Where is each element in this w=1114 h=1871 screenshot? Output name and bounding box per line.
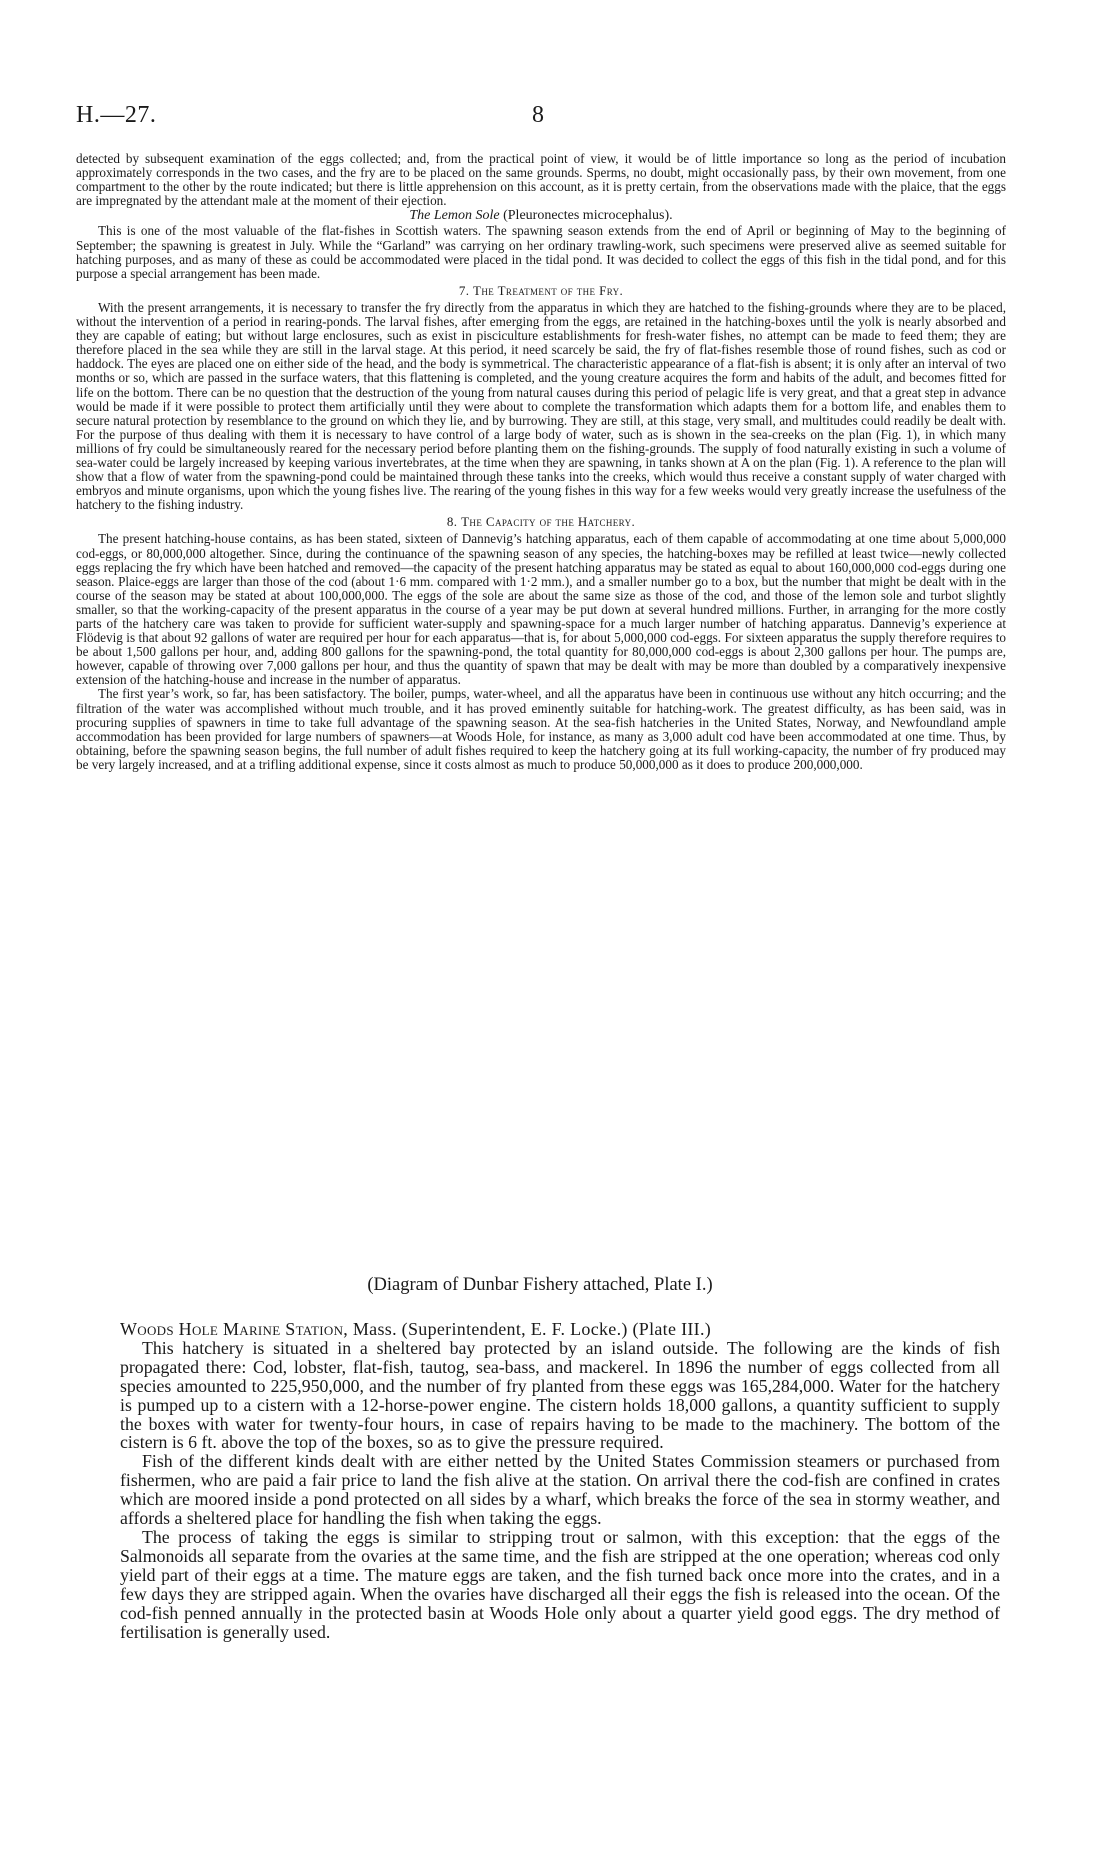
lemon-sole-paragraph: This is one of the most valuable of the flat-fishes in Scottish waters. The spawning season extends from the end of April or beginning of May to the beginning of September; the spawning is greatest in July. While the “Garland” was carrying on her ordinary trawling-work, such specimens were preserved alive as seemed suitable for hatching purposes, and as many of these as could be accommodated were placed in the tidal pond. It was decided to collect the eggs of this fish in the tidal pond, and for this purpose a special arrangement has been made. xyxy=(76,223,1006,281)
section-8-title: The Capacity of the Hatchery. xyxy=(461,514,636,530)
main-body-small-type xyxy=(76,152,1006,772)
section-7-title: The Treatment of the Fry. xyxy=(473,282,624,298)
species-common-name: The Lemon Sole xyxy=(409,208,500,224)
document-reference: H.—27. xyxy=(76,102,157,128)
continued-paragraph: detected by subsequent examination of the eggs collected; and, from the practical point of view, it would be of little importance so long as the period of incubation approximately corresponds in the two cases, and the fry are to be placed on the same grounds. Sperms, no doubt, might occasionally pass, by their own movement, from one compartment to the other by the route indicated; but there is little apprehension on this account, as it is pretty certain, from the observations made with the plaice, that the eggs are impregnated by the attendant male at the moment of their ejection. xyxy=(76,151,1006,209)
species-heading xyxy=(76,209,1006,223)
plate-note: (Diagram of Dunbar Fishery attached, Plate I.) xyxy=(367,1275,713,1295)
page-header xyxy=(76,102,996,138)
station-heading xyxy=(120,1320,1000,1339)
woods-hole-section xyxy=(120,1320,1000,1641)
woods-hole-paragraph-3: The process of taking the eggs is similar to stripping trout or salmon, with this exception: that the eggs of the Salmonoids all separate from the ovaries at the same time, and the fish are stripped at the one operation; whereas cod only yield part of their eggs at a time. The mature eggs are taken, and the fish turned back once more into the crates, and in a few days they are stripped again. When the ovaries have discharged all their eggs the fish is released into the ocean. Of the cod-fish penned annually in the protected basin at Woods Hole only about a quarter yield good eggs. The dry method of fertilisation is generally used. xyxy=(120,1526,1000,1642)
woods-hole-paragraph-1: This hatchery is situated in a sheltered bay protected by an island outside. The following are the kinds of fish propagated there: Cod, lobster, flat-fish, tautog, sea-bass, and mackerel. In 1896 the number of eggs collected from all species amounted to 225,950,000, and the number of fry planted from these eggs was 165,284,000. Water for the hatchery is pumped up to a cistern with a 12-horse-power engine. The cistern holds 18,000 gallons, a quantity sufficient to supply the boxes with water for twenty-four hours, in case of repairs having to be made to the machinery. The bottom of the cistern is 6 ft. above the top of the boxes, so as to give the pressure required. xyxy=(120,1337,1000,1453)
section-8-heading xyxy=(76,515,1006,529)
capacity-paragraph-1: The present hatching-house contains, as has been stated, sixteen of Dannevig’s hatching apparatus, each of them capable of accommodating at one time about 5,000,000 cod-eggs, or 80,000,000 altogether. Since, during the continuance of the spawning season of any species, the hatching-boxes may be refilled at least twice—newly collected eggs replacing the fry which have been hatched and removed—the capacity of the present hatching apparatus may be stated as equal to about 160,000,000 cod-eggs during one season. Plaice-eggs are larger than those of the cod (about 1·6 mm. compared with 1·2 mm.), and a smaller number go to a box, but the number that might be dealt with in the course of the season may be stated at about 100,000,000. The eggs of the sole are about the same size as those of the cod, and those of the lemon sole and turbot slightly smaller, so that the working-capacity of the present apparatus in the course of a year may be put down at several hundred millions. Further, in arranging for the more costly parts of the hatchery care was taken to provide for sufficient water-supply and spawning-space for a much larger number of hatching apparatus. Dannevig’s experience at Flödevig is that about 92 gallons of water are required per hour for each apparatus—that is, for about 5,000,000 cod-eggs. For sixteen apparatus the supply therefore requires to be about 1,500 gallons per hour, and, adding 800 gallons for the spawning-pond, the total quantity for 80,000,000 cod-eggs is about 2,300 gallons per hour. The pumps are, however, capable of throwing over 7,000 gallons per hour, and thus the quantity of spawn that may be dealt with may be more than doubled by a comparatively inexpensive extension of the hatching-house and increase in the number of apparatus. xyxy=(76,531,1006,688)
woods-hole-paragraph-2: Fish of the different kinds dealt with are either netted by the United States Commission steamers or purchased from fishermen, who are paid a fair price to land the fish alive at the station. On arrival there the cod-fish are confined in crates which are moored inside a pond protected on all sides by a wharf, which breaks the force of the sea in stormy weather, and affords a sheltered place for handling the fish when taking the eggs. xyxy=(120,1451,1000,1529)
capacity-paragraph-2: The first year’s work, so far, has been satisfactory. The boiler, pumps, water-wheel, and all the apparatus have been in continuous use without any hitch occurring; and the filtration of the water was accomplished without much trouble, and it has proved eminently suitable for hatching-work. The greatest difficulty, as has been said, was in procuring supplies of spawners in time to take full advantage of the spawning season. At the sea-fish hatcheries in the United States, Norway, and Newfoundland ample accommodation has been provided for large numbers of spawners—at Woods Hole, for instance, as many as 3,000 adult cod have been accommodated at one time. Thus, by obtaining, before the spawning season begins, the full number of adult fishes required to keep the hatchery going at its full working-capacity, the number of fry produced may be very largely increased, and at a trifling additional expense, since it costs almost as much to produce 50,000,000 as it does to produce 200,000,000. xyxy=(76,686,1006,772)
treatment-of-fry-paragraph: With the present arrangements, it is necessary to transfer the fry directly from the apparatus in which they are hatched to the fishing-grounds where they are to be placed, without the intervention of a period in rearing-ponds. The larval fishes, after emerging from the eggs, are retained in the hatching-boxes until the yolk is nearly absorbed and they are capable of eating; but without large enclosures, such as exist in pisciculture establishments for fresh-water fishes, no attempt can be made to feed them; they are therefore placed in the sea while they are still in the larval stage. At this period, it need scarcely be said, the fry of flat-fishes resemble those of round fishes, such as cod or haddock. The eyes are placed one on either side of the head, and the body is symmetrical. The characteristic appearance of a flat-fish is absent; it is only after an interval of two months or so, which are passed in the surface waters, that this flattening is completed, and the young creature acquires the form and habits of the adult, and becomes fitted for life on the bottom. There can be no question that the destruction of the young from natural causes during this period of pelagic life is very great, and that a great step in advance would be made if it were possible to protect them artificially until they were about to complete the transformation which adapts them for a bottom life, and enables them to secure natural protection by resemblance to the ground on which they lie, and by burrowing. They are still, at this stage, very small, and multitudes could readily be dealt with. For the purpose of thus dealing with them it is necessary to have control of a large body of water, such as is shown in the sea-creeks on the plan (Fig. 1), in which many millions of fry could be simultaneously reared for the necessary period before planting them on the fishing-grounds. The supply of food naturally existing in such a volume of sea-water could be largely increased by keeping various invertebrates, at the time when they are spawning, in tanks shown at A on the plan (Fig. 1). A reference to the plan will show that a flow of water from the spawning-pond could be maintained through these tanks into the creeks, which would thus receive a constant supply of water charged with embryos and minute organisms, upon which the young fishes live. The rearing of the young fishes in this way for a few weeks would very greatly increase the usefulness of the hatchery to the fishing industry. xyxy=(76,299,1006,513)
section-7-heading xyxy=(76,284,1006,298)
station-details: , Mass. (Superintendent, E. F. Locke.) (Plate III.) xyxy=(343,1319,712,1339)
page-number: 8 xyxy=(532,102,544,128)
species-scientific-name: (Pleuronectes microcephalus). xyxy=(503,208,673,224)
section-7-number: 7. xyxy=(458,282,470,298)
section-8-number: 8. xyxy=(446,514,458,530)
station-name: Woods Hole Marine Station xyxy=(120,1319,344,1339)
